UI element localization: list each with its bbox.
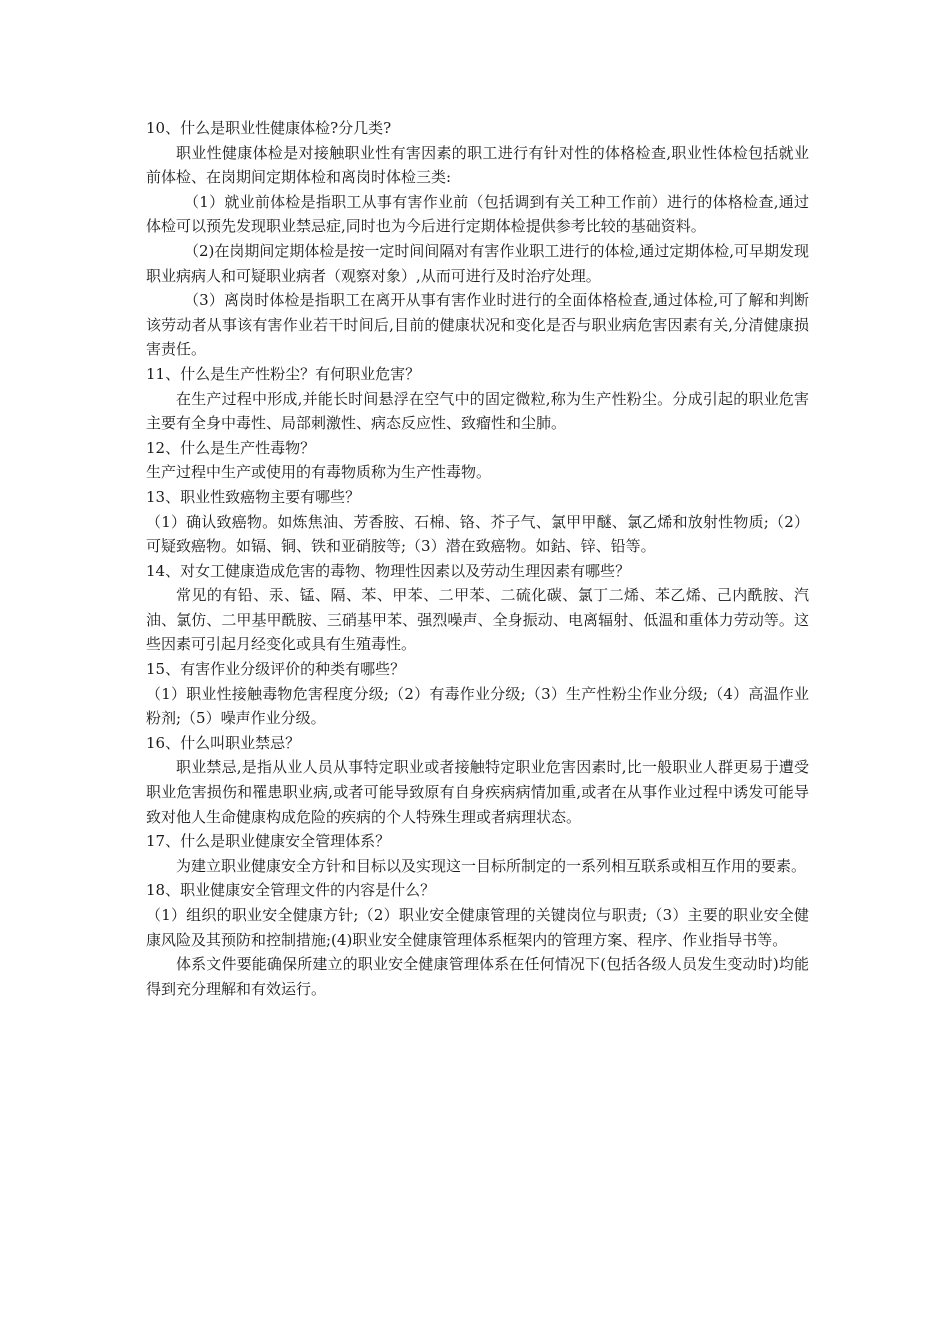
question-10-answer-item-1: （1）就业前体检是指职工从事有害作业前（包括调到有关工种工作前）进行的体格检查,通过体检可以预先发现职业禁忌症,同时也为今后进行定期体检提供参考比较的基础资料。 [146, 192, 809, 236]
question-15-answer: （1）职业性接触毒物危害程度分级;（2）有毒作业分级;（3）生产性粉尘作业分级;（4）高温作业粉剂;（5）噪声作业分级。 [146, 684, 809, 728]
question-12-answer: 生产过程中生产或使用的有毒物质称为生产性毒物。 [146, 463, 492, 482]
question-13-heading: 13、职业性致癌物主要有哪些？ [146, 487, 361, 506]
question-18-answer-note: 体系文件要能确保所建立的职业安全健康管理体系在任何情况下(包括各级人员发生变动时)均能得到充分理解和有效运行。 [146, 955, 809, 998]
question-10-answer-item-2: （2)在岗期间定期体检是按一定时间间隔对有害作业职工进行的体检,通过定期体检,可早期发现职业病病人和可疑职业病者（观察对象）,从而可进行及时治疗处理。 [146, 241, 809, 285]
question-16-heading: 16、什么叫职业禁忌？ [146, 733, 301, 752]
question-17-heading: 17、什么是职业健康安全管理体系？ [146, 832, 391, 851]
question-18-answer: （1）组织的职业安全健康方针;（2）职业安全健康管理的关键岗位与职责;（3）主要的职业安全健康风险及其预防和控制措施;(4)职业安全健康管理体系框架内的管理方案、程序、作业指导书等。 [146, 906, 809, 949]
question-16-answer: 职业禁忌,是指从业人员从事特定职业或者接触特定职业危害因素时,比一般职业人群更易于遭受职业危害损伤和罹患职业病,或者可能导致原有自身疾病病情加重,或者在从事作业过程中诱发可能导致对他人生命健康构成危险的疾病的个人特殊生理或者病理状态。 [146, 758, 809, 826]
question-10-answer-intro: 职业性健康体检是对接触职业性有害因素的职工进行有针对性的体格检查,职业性体检包括就业前体检、在岗期间定期体检和离岗时体检三类: [146, 143, 809, 187]
question-15-heading: 15、有害作业分级评价的种类有哪些？ [146, 660, 406, 679]
question-13-answer: （1）确认致癌物。如炼焦油、芳香胺、石棉、铬、芥子气、氯甲甲醚、氯乙烯和放射性物质;（2）可疑致癌物。如镉、铜、铁和亚硝胺等;（3）潜在致癌物。如鈷、锌、铅等。 [146, 512, 809, 556]
question-14-heading: 14、对女工健康造成危害的毒物、物理性因素以及劳动生理因素有哪些？ [146, 561, 631, 580]
question-12-heading: 12、什么是生产性毒物？ [146, 438, 316, 457]
question-18-heading: 18、职业健康安全管理文件的内容是什么？ [146, 881, 436, 900]
question-10-answer-item-3: （3）离岗时体检是指职工在离开从事有害作业时进行的全面体格检查,通过体检,可了解和判断该劳动者从事该有害作业若干时间后,目前的健康状况和变化是否与职业病危害因素有关,分清健康损害责任。 [146, 291, 809, 359]
question-11-heading: 11、什么是生产性粉尘？有何职业危害？ [146, 364, 421, 383]
question-10-heading: 10、什么是职业性健康体检?分几类? [146, 119, 392, 137]
document-page [146, 116, 809, 1001]
question-17-answer: 为建立职业健康安全方针和目标以及实现这一目标所制定的一系列相互联系或相互作用的要素。 [176, 856, 807, 875]
question-11-answer: 在生产过程中形成,并能长时间悬浮在空气中的固定微粒,称为生产性粉尘。分成引起的职业危害主要有全身中毒性、局部刺激性、病态反应性、致瘤性和尘肺。 [146, 389, 809, 433]
question-14-answer: 常见的有铅、汞、锰、隔、苯、甲苯、二甲苯、二硫化碳、氯丁二烯、苯乙烯、己内酰胺、汽油、氯仿、二甲基甲酰胺、三硝基甲苯、强烈噪声、全身振动、电离辐射、低温和重体力劳动等。这些因素可引起月经变化或具有生殖毒性。 [146, 586, 809, 654]
